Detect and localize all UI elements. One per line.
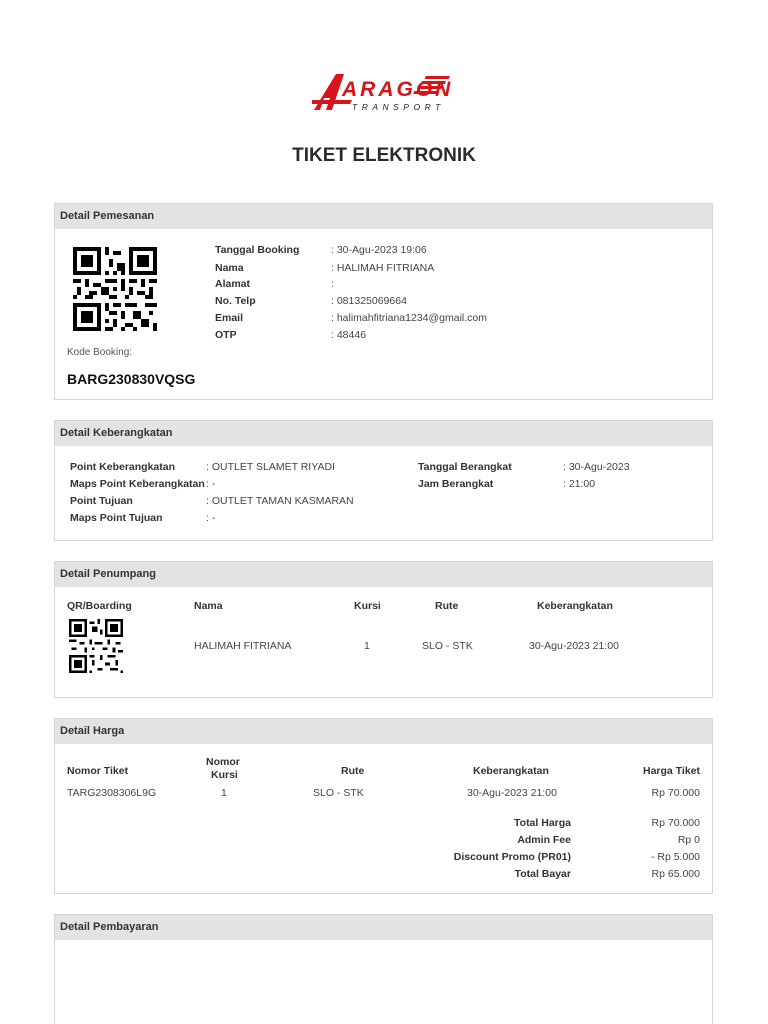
kode-booking-label: Kode Booking: <box>67 347 133 358</box>
penumpang-keberangkatan: 30-Agu-2023 21:00 <box>529 640 619 652</box>
section-header: Detail Pemesanan <box>55 204 712 229</box>
penumpang-rute: SLO - STK <box>422 640 473 652</box>
alamat-value: : <box>331 278 334 290</box>
col-nama: Nama <box>194 600 223 612</box>
aragon-transport-logo <box>312 70 458 118</box>
col-qr-boarding: QR/Boarding <box>67 600 132 612</box>
section-header: Detail Harga <box>55 719 712 744</box>
col-harga-tiket: Harga Tiket <box>643 765 700 777</box>
tiket-kursi: 1 <box>221 787 227 799</box>
total-bayar-label: Total Bayar <box>514 868 571 880</box>
col-keberangkatan: Keberangkatan <box>537 600 613 612</box>
detail-pembayaran-section <box>54 914 713 1024</box>
discount-promo-label: Discount Promo (PR01) <box>453 851 571 863</box>
tanggal-booking-label: Tanggal Booking <box>215 244 300 256</box>
total-harga-label: Total Harga <box>514 817 571 829</box>
brand-tagline: TRANSPORT <box>352 102 445 112</box>
tiket-rute: SLO - STK <box>313 787 364 799</box>
col-keberangkatan: Keberangkatan <box>473 765 549 777</box>
detail-penumpang-section <box>54 561 713 698</box>
point-tujuan-label: Point Tujuan <box>70 495 133 507</box>
discount-promo-value: - Rp 5.000 <box>650 851 700 863</box>
otp-label: OTP <box>215 329 237 341</box>
total-bayar-value: Rp 65.000 <box>651 868 700 880</box>
detail-keberangkatan-section <box>54 420 713 541</box>
point-keberangkatan-label: Point Keberangkatan <box>70 461 176 473</box>
maps-point-keberangkatan-label: Maps Point Keberangkatan <box>70 478 205 490</box>
penumpang-kursi: 1 <box>364 640 370 652</box>
col-rute: Rute <box>435 600 459 612</box>
boarding-qr-icon <box>69 619 123 673</box>
otp-value: : 48446 <box>331 329 367 341</box>
detail-pemesanan-section <box>54 203 713 400</box>
section-header: Detail Penumpang <box>55 562 712 587</box>
col-nomor-tiket: Nomor Tiket <box>67 765 129 777</box>
total-harga-value: Rp 70.000 <box>651 817 700 829</box>
tiket-keberangkatan: 30-Agu-2023 21:00 <box>467 787 557 799</box>
col-nomor-kursi-line1: Nomor <box>206 756 240 768</box>
col-kursi: Kursi <box>354 600 381 612</box>
brand-name: ARAGON <box>342 78 454 101</box>
tanggal-berangkat-value: : 30-Agu-2023 <box>563 461 630 473</box>
admin-fee-label: Admin Fee <box>517 834 571 846</box>
qr-code-icon <box>73 247 157 331</box>
admin-fee-value: Rp 0 <box>677 834 700 846</box>
maps-point-tujuan-label: Maps Point Tujuan <box>70 512 163 524</box>
no-telp-label: No. Telp <box>215 295 256 307</box>
tanggal-booking-value: : 30-Agu-2023 19:06 <box>331 244 427 256</box>
point-tujuan-value: : OUTLET TAMAN KASMARAN <box>206 495 354 507</box>
alamat-label: Alamat <box>215 278 251 290</box>
jam-berangkat-value: : 21:00 <box>563 478 596 490</box>
email-value: : halimahfitriana1234@gmail.com <box>331 312 487 324</box>
tanggal-berangkat-label: Tanggal Berangkat <box>418 461 512 473</box>
detail-harga-section <box>54 718 713 894</box>
tiket-nomor: TARG2308306L9G <box>67 787 157 799</box>
tiket-harga: Rp 70.000 <box>651 787 700 799</box>
page-title: TIKET ELEKTRONIK <box>292 145 476 166</box>
maps-point-keberangkatan-value: : - <box>206 478 216 490</box>
email-label: Email <box>215 312 244 324</box>
col-rute: Rute <box>341 765 365 777</box>
jam-berangkat-label: Jam Berangkat <box>418 478 494 490</box>
no-telp-value: : 081325069664 <box>331 295 407 307</box>
penumpang-nama: HALIMAH FITRIANA <box>194 640 292 652</box>
section-header: Detail Pembayaran <box>55 915 712 940</box>
nama-label: Nama <box>215 262 244 274</box>
point-keberangkatan-value: : OUTLET SLAMET RIYADI <box>206 461 335 473</box>
kode-booking-value: BARG230830VQSG <box>67 371 196 387</box>
section-header: Detail Keberangkatan <box>55 421 712 446</box>
maps-point-tujuan-value: : - <box>206 512 216 524</box>
col-nomor-kursi-line2: Kursi <box>211 769 238 781</box>
nama-value: : HALIMAH FITRIANA <box>331 262 435 274</box>
